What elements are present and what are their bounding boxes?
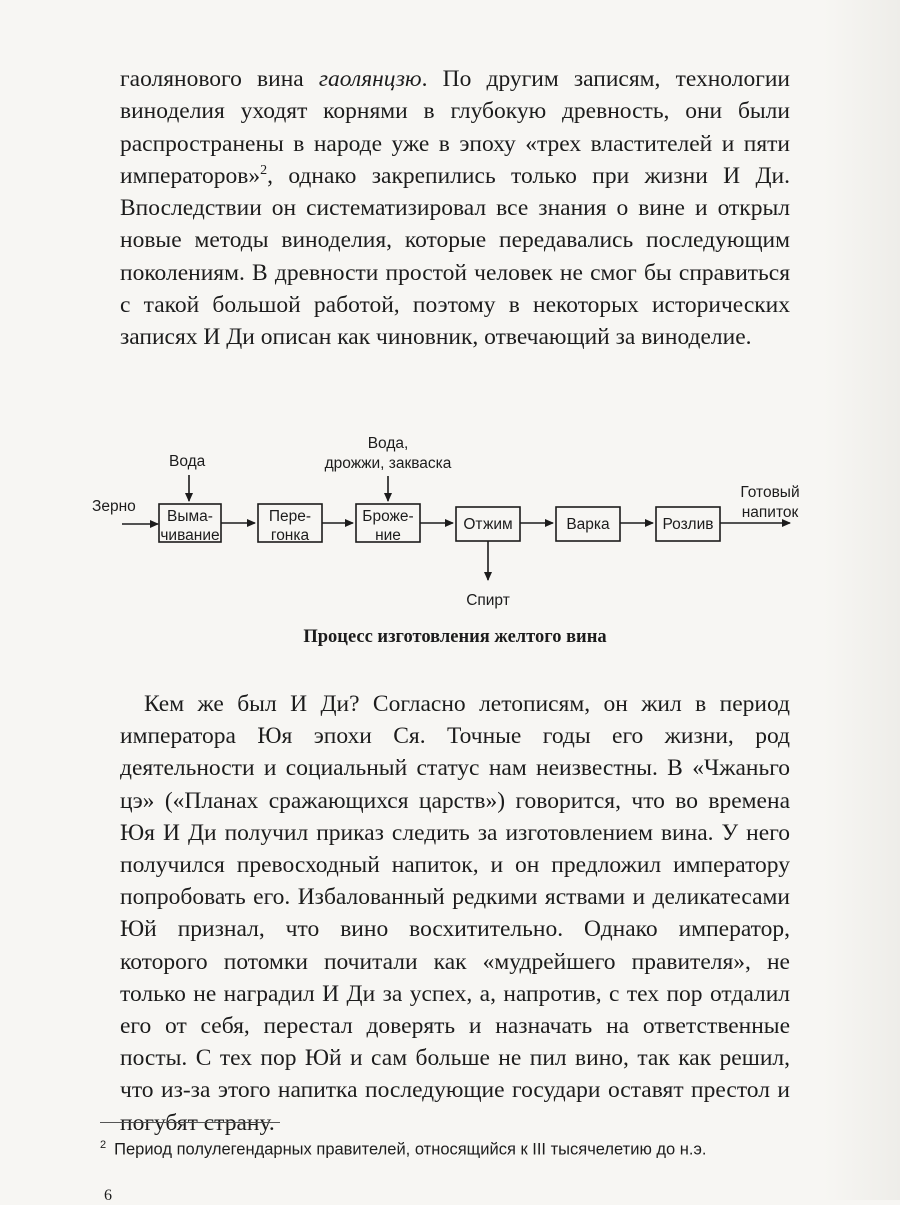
footnote-number: 2 [100, 1139, 107, 1151]
additives-label-2: дрожжи, закваска [324, 455, 452, 472]
paragraph-2: Кем же был И Ди? Согласно летописям, он жил в период императора Юя эпохи Ся. Точные годы его жизни, род деятельности и социальный статус нам неизвестны. В «Чжаньго цэ» («Планах сражающихся царств») говорится, что во времена Юя И Ди получил приказ следить за изготовлением вина. У него получился превосходный напиток, и он предложил императору попробовать его. Избалованный редкими яствами и деликатесами Юй признал, что вино восхитительно. Однако император, которого потомки почитали как «мудрейшего правителя», не только не наградил И Ди за успех, а, напротив, с тех пор отдалил его от себя, перестал доверять и назначать на ответственные посты. С тех пор Юй и сам больше не пил вино, так как решил, что из-за этого напитка последующие государи оставят престол и погубят страну. [120, 691, 790, 1136]
input-label: Зерно [92, 498, 136, 515]
paragraph-1 [120, 63, 790, 354]
footnote [100, 1134, 800, 1161]
paragraph-1-italic-term: гаолянцзю [318, 66, 422, 92]
page-number: 6 [104, 1187, 112, 1204]
page-edge-shadow [824, 0, 900, 1200]
water-label: Вода [169, 453, 206, 470]
footnote-divider [100, 1122, 280, 1123]
step-label-press: Отжим [463, 516, 513, 533]
additives-label-1: Вода, [367, 435, 409, 452]
step-label-steam-1: Пере- [268, 508, 312, 525]
paragraph-1-text-c: , однако закрепились только при жизни И Ди. Впоследствии он систематизировал все знания о вине и открыл новые методы виноделия, которые передавались последующим поколениям. В древности простой человек не смог бы справиться с такой большой работой, поэтому в некоторых исторических записях И Ди описан как чиновник, отвечающий за виноделие. [120, 162, 790, 351]
step-label-ferment-1: Броже- [362, 508, 414, 525]
step-label-ferment-2: ние [375, 527, 401, 544]
step-label-boil: Варка [566, 516, 610, 533]
footnote-text: Период полулегендарных правителей, относящийся к III тысячелетию до н.э. [114, 1140, 707, 1159]
paragraph-1-text-b: . По другим записям, технологии виноделия уходят корнями в глубокую древность, они были распространены в народе уже в эпоху «трех властителей и пяти императоров» [120, 66, 791, 189]
byproduct-label: Спирт [466, 592, 510, 609]
footnote-reference[interactable]: 2 [260, 163, 268, 179]
output-label-2: напиток [741, 504, 799, 521]
process-diagram [90, 428, 810, 618]
step-label-soak-2: чивание [160, 527, 220, 544]
step-label-steam-2: гонка [270, 527, 310, 544]
output-label-1: Готовый [740, 484, 800, 501]
step-label-bottle: Розлив [662, 516, 714, 533]
step-label-soak-1: Выма- [167, 508, 213, 525]
diagram-caption: Процесс изготовления желтого вина [303, 627, 607, 647]
paragraph-1-text-a: гаолянового вина [120, 66, 319, 92]
